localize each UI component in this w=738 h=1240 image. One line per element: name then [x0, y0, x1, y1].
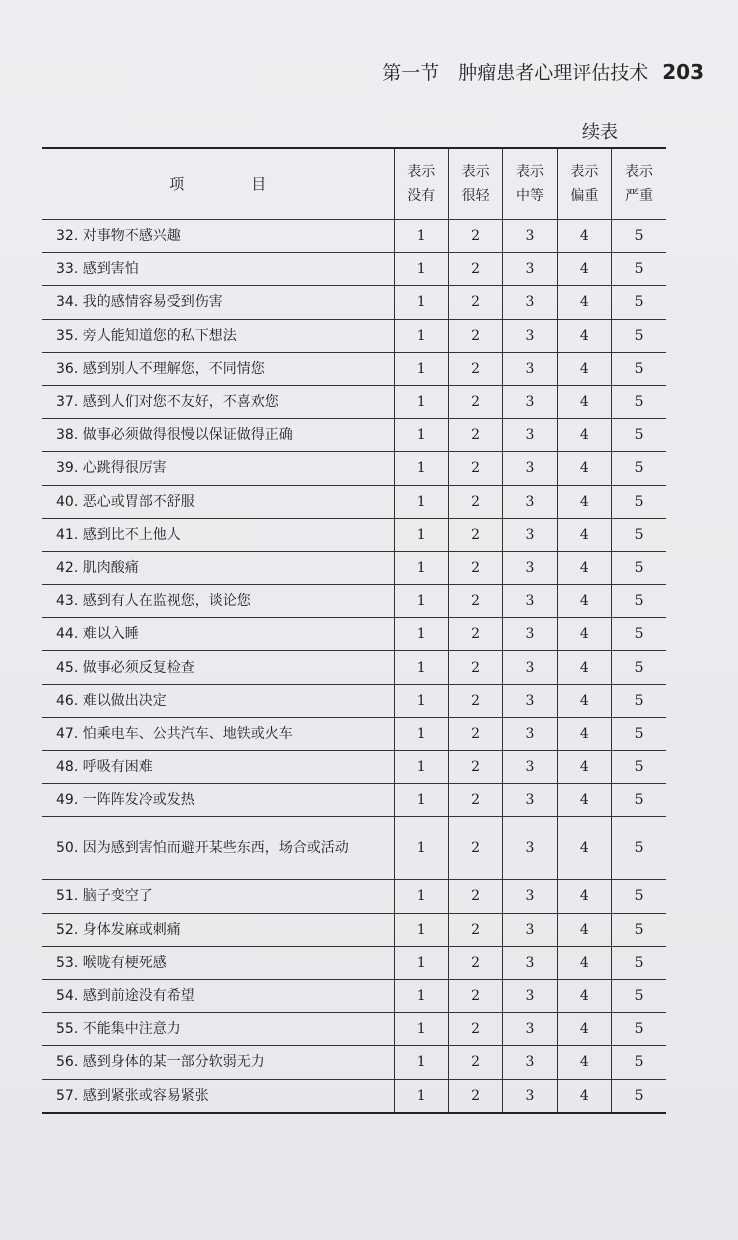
score-option: 1 — [394, 452, 448, 485]
score-option: 4 — [557, 452, 611, 485]
score-option: 3 — [503, 253, 557, 286]
score-option: 5 — [612, 452, 666, 485]
item-text: 33. 感到害怕 — [42, 253, 394, 286]
score-option: 2 — [448, 551, 502, 584]
table-row — [42, 319, 666, 352]
score-option: 3 — [503, 618, 557, 651]
table-row — [42, 220, 666, 253]
table-header-row — [42, 148, 666, 220]
score-option: 5 — [612, 880, 666, 913]
score-option: 4 — [557, 979, 611, 1012]
score-option: 1 — [394, 979, 448, 1012]
table-row — [42, 419, 666, 452]
score-option: 4 — [557, 585, 611, 618]
table-row — [42, 946, 666, 979]
table-row — [42, 979, 666, 1012]
score-option: 3 — [503, 585, 557, 618]
score-option: 5 — [612, 979, 666, 1012]
score-option: 2 — [448, 880, 502, 913]
score-option: 3 — [503, 1013, 557, 1046]
score-option: 5 — [612, 419, 666, 452]
score-option: 4 — [557, 286, 611, 319]
score-option: 4 — [557, 880, 611, 913]
item-text: 45. 做事必须反复检查 — [42, 651, 394, 684]
score-option: 4 — [557, 817, 611, 880]
score-header-line1: 表示 — [515, 164, 544, 180]
score-option: 1 — [394, 817, 448, 880]
score-option: 1 — [394, 618, 448, 651]
table-row — [42, 1046, 666, 1079]
score-option: 5 — [612, 551, 666, 584]
score-option: 3 — [503, 485, 557, 518]
table-row — [42, 385, 666, 418]
score-option: 4 — [557, 253, 611, 286]
item-text: 35. 旁人能知道您的私下想法 — [42, 319, 394, 352]
table-row — [42, 585, 666, 618]
score-option: 1 — [394, 319, 448, 352]
score-option: 1 — [394, 551, 448, 584]
table-row — [42, 1079, 666, 1113]
table-row — [42, 880, 666, 913]
table-row — [42, 784, 666, 817]
score-option: 1 — [394, 913, 448, 946]
score-option: 3 — [503, 946, 557, 979]
score-option: 5 — [612, 319, 666, 352]
item-text: 36. 感到别人不理解您，不同情您 — [42, 352, 394, 385]
score-option: 5 — [612, 286, 666, 319]
score-option: 5 — [612, 585, 666, 618]
item-text: 50. 因为感到害怕而避开某些东西，场合或活动 — [42, 817, 394, 880]
score-option: 4 — [557, 717, 611, 750]
score-option: 4 — [557, 485, 611, 518]
score-option: 5 — [612, 784, 666, 817]
score-option: 4 — [557, 551, 611, 584]
score-option: 3 — [503, 220, 557, 253]
item-text: 34. 我的感情容易受到伤害 — [42, 286, 394, 319]
score-option: 4 — [557, 1046, 611, 1079]
score-option: 2 — [448, 684, 502, 717]
score-option: 5 — [612, 651, 666, 684]
table-row — [42, 1013, 666, 1046]
score-option: 3 — [503, 452, 557, 485]
score-option: 5 — [612, 751, 666, 784]
score-option: 1 — [394, 485, 448, 518]
score-option: 5 — [612, 717, 666, 750]
score-option: 2 — [448, 946, 502, 979]
score-option: 2 — [448, 751, 502, 784]
score-option: 2 — [448, 1013, 502, 1046]
table-row — [42, 485, 666, 518]
item-text: 47. 怕乘电车、公共汽车、地铁或火车 — [42, 717, 394, 750]
running-header — [382, 58, 704, 85]
score-header-line1: 表示 — [570, 164, 599, 180]
score-header-line2: 偏重 — [570, 188, 599, 204]
score-option: 4 — [557, 220, 611, 253]
score-option: 1 — [394, 1079, 448, 1113]
score-option: 1 — [394, 352, 448, 385]
item-text: 53. 喉咙有梗死感 — [42, 946, 394, 979]
table-row — [42, 913, 666, 946]
table-row — [42, 751, 666, 784]
score-option: 3 — [503, 751, 557, 784]
score-option: 2 — [448, 979, 502, 1012]
item-text: 51. 脑子变空了 — [42, 880, 394, 913]
score-header-line2: 中等 — [515, 188, 544, 204]
score-option: 3 — [503, 319, 557, 352]
score-option: 2 — [448, 784, 502, 817]
score-option: 4 — [557, 1013, 611, 1046]
score-option: 3 — [503, 717, 557, 750]
score-header-line2: 很轻 — [461, 188, 490, 204]
score-option: 2 — [448, 485, 502, 518]
score-option: 3 — [503, 880, 557, 913]
page-number: 203 — [662, 60, 704, 84]
score-option: 5 — [612, 618, 666, 651]
score-option: 4 — [557, 913, 611, 946]
score-option: 3 — [503, 1079, 557, 1113]
score-option: 3 — [503, 784, 557, 817]
table-row — [42, 651, 666, 684]
item-text: 46. 难以做出决定 — [42, 684, 394, 717]
item-text: 40. 恶心或胃部不舒服 — [42, 485, 394, 518]
score-option: 5 — [612, 518, 666, 551]
score-option: 1 — [394, 717, 448, 750]
symptom-scale-table — [42, 147, 666, 1114]
score-option: 1 — [394, 751, 448, 784]
score-option: 2 — [448, 585, 502, 618]
score-header-moderate — [503, 148, 557, 220]
score-option: 3 — [503, 684, 557, 717]
score-option: 1 — [394, 1046, 448, 1079]
continued-label: 续表 — [582, 122, 618, 143]
table-row — [42, 551, 666, 584]
score-option: 5 — [612, 253, 666, 286]
score-option: 5 — [612, 1079, 666, 1113]
item-text: 41. 感到比不上他人 — [42, 518, 394, 551]
score-option: 3 — [503, 979, 557, 1012]
score-option: 1 — [394, 385, 448, 418]
item-text: 42. 肌肉酸痛 — [42, 551, 394, 584]
score-option: 4 — [557, 518, 611, 551]
score-option: 3 — [503, 352, 557, 385]
table-row — [42, 518, 666, 551]
score-option: 1 — [394, 518, 448, 551]
item-text: 39. 心跳得很厉害 — [42, 452, 394, 485]
table-body — [42, 220, 666, 1113]
score-option: 1 — [394, 253, 448, 286]
table-row — [42, 684, 666, 717]
score-option: 1 — [394, 286, 448, 319]
score-option: 2 — [448, 352, 502, 385]
score-option: 4 — [557, 651, 611, 684]
item-text: 57. 感到紧张或容易紧张 — [42, 1079, 394, 1113]
score-option: 4 — [557, 319, 611, 352]
item-text: 38. 做事必须做得很慢以保证做得正确 — [42, 419, 394, 452]
score-option: 1 — [394, 220, 448, 253]
score-option: 5 — [612, 684, 666, 717]
score-option: 2 — [448, 286, 502, 319]
item-text: 37. 感到人们对您不友好，不喜欢您 — [42, 385, 394, 418]
score-option: 3 — [503, 913, 557, 946]
item-text: 56. 感到身体的某一部分软弱无力 — [42, 1046, 394, 1079]
score-header-severe-ish — [557, 148, 611, 220]
score-option: 5 — [612, 913, 666, 946]
item-text: 48. 呼吸有困难 — [42, 751, 394, 784]
score-option: 3 — [503, 651, 557, 684]
score-header-mild — [448, 148, 502, 220]
score-option: 5 — [612, 220, 666, 253]
table-row — [42, 286, 666, 319]
score-option: 4 — [557, 618, 611, 651]
score-option: 3 — [503, 419, 557, 452]
score-option: 2 — [448, 1046, 502, 1079]
table-row — [42, 253, 666, 286]
score-option: 1 — [394, 784, 448, 817]
score-option: 1 — [394, 880, 448, 913]
score-option: 1 — [394, 585, 448, 618]
score-option: 2 — [448, 618, 502, 651]
score-option: 5 — [612, 946, 666, 979]
score-option: 3 — [503, 817, 557, 880]
item-text: 52. 身体发麻或刺痛 — [42, 913, 394, 946]
score-option: 2 — [448, 651, 502, 684]
score-option: 3 — [503, 286, 557, 319]
score-option: 5 — [612, 352, 666, 385]
score-header-line2: 没有 — [407, 188, 436, 204]
score-option: 2 — [448, 220, 502, 253]
score-option: 3 — [503, 551, 557, 584]
score-option: 1 — [394, 946, 448, 979]
item-text: 55. 不能集中注意力 — [42, 1013, 394, 1046]
item-text: 49. 一阵阵发冷或发热 — [42, 784, 394, 817]
item-text: 32. 对事物不感兴趣 — [42, 220, 394, 253]
score-option: 3 — [503, 1046, 557, 1079]
score-option: 4 — [557, 946, 611, 979]
score-option: 4 — [557, 385, 611, 418]
table-row — [42, 717, 666, 750]
item-text: 44. 难以入睡 — [42, 618, 394, 651]
score-option: 1 — [394, 1013, 448, 1046]
score-option: 2 — [448, 419, 502, 452]
section-title: 第一节 肿瘤患者心理评估技术 — [382, 62, 649, 84]
score-option: 5 — [612, 1046, 666, 1079]
score-option: 3 — [503, 518, 557, 551]
table-row — [42, 352, 666, 385]
scale-table-container — [42, 147, 666, 1114]
score-option: 4 — [557, 1079, 611, 1113]
score-option: 5 — [612, 817, 666, 880]
score-option: 2 — [448, 913, 502, 946]
score-header-line1: 表示 — [461, 164, 490, 180]
score-option: 2 — [448, 253, 502, 286]
score-option: 1 — [394, 651, 448, 684]
item-column-header: 项 目 — [42, 148, 394, 220]
table-row — [42, 817, 666, 880]
score-option: 2 — [448, 385, 502, 418]
score-option: 2 — [448, 319, 502, 352]
score-option: 1 — [394, 684, 448, 717]
score-option: 5 — [612, 385, 666, 418]
score-option: 4 — [557, 684, 611, 717]
score-option: 2 — [448, 518, 502, 551]
score-option: 3 — [503, 385, 557, 418]
score-option: 4 — [557, 784, 611, 817]
score-option: 2 — [448, 1079, 502, 1113]
score-header-line1: 表示 — [625, 164, 654, 180]
item-text: 54. 感到前途没有希望 — [42, 979, 394, 1012]
score-option: 5 — [612, 1013, 666, 1046]
table-row — [42, 452, 666, 485]
score-header-line1: 表示 — [407, 164, 436, 180]
score-option: 4 — [557, 751, 611, 784]
score-option: 1 — [394, 419, 448, 452]
score-header-severe — [612, 148, 666, 220]
score-option: 2 — [448, 452, 502, 485]
score-option: 2 — [448, 717, 502, 750]
score-header-none — [394, 148, 448, 220]
score-option: 2 — [448, 817, 502, 880]
score-option: 4 — [557, 419, 611, 452]
score-option: 4 — [557, 352, 611, 385]
score-option: 5 — [612, 485, 666, 518]
item-text: 43. 感到有人在监视您，谈论您 — [42, 585, 394, 618]
score-header-line2: 严重 — [625, 188, 654, 204]
table-row — [42, 618, 666, 651]
